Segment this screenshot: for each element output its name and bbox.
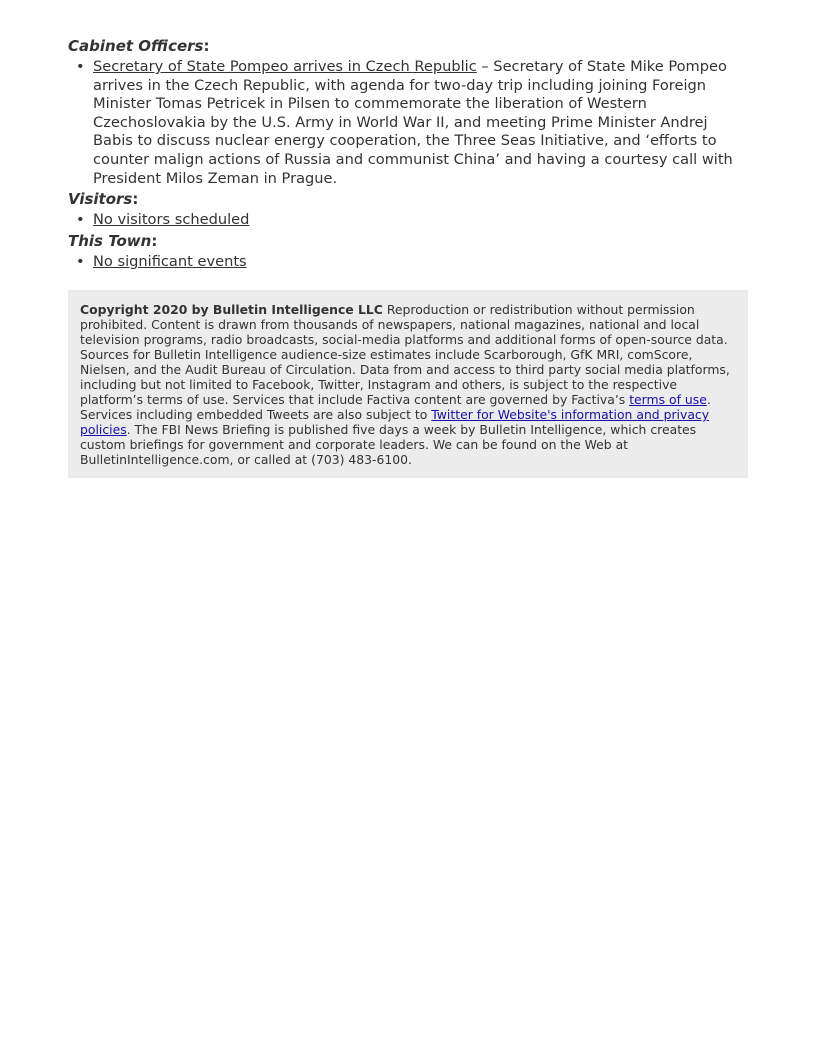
section-heading: [68, 232, 748, 251]
section-title: Cabinet Officers: [68, 37, 204, 55]
list-item: [76, 58, 748, 188]
section-cabinet-officers: [68, 37, 748, 188]
list-item: [76, 211, 748, 230]
section-heading: [68, 190, 748, 209]
item-link[interactable]: No significant events: [93, 252, 247, 270]
section-heading: [68, 37, 748, 56]
section-this-town: [68, 232, 748, 272]
copyright-notice: Copyright 2020 by Bulletin Intelligence LLC: [80, 302, 383, 318]
section-colon: :: [132, 190, 139, 209]
terms-of-use-link[interactable]: terms of use: [629, 392, 707, 408]
item-link[interactable]: Secretary of State Pompeo arrives in Czech Republic: [93, 58, 477, 75]
section-title: Visitors: [68, 190, 133, 209]
list-item: [76, 252, 748, 272]
item-list: [68, 253, 748, 272]
item-text: – Secretary of State Mike Pompeo arrives in the Czech Republic, with agenda for two-day trip including joining Foreign Minister Tomas Petricek in Pilsen to commemorate the liberation of Western Czechoslovakia by the U.S. Army in World War II, and meeting Prime Minister Andrej Babis to discuss nuclear energy cooperation, the Three Seas Initiative, and ‘efforts to counter malign actions of Russia and communist China’ and having a courtesy call with President Milos Zeman in Prague.: [93, 58, 733, 187]
bullet-icon: •: [76, 252, 85, 270]
section-title: This Town: [68, 231, 152, 250]
section-visitors: [68, 190, 748, 230]
copyright-footer: [68, 290, 748, 478]
footer-text: Reproduction or redistribution without permission prohibited. Content is drawn from thousands of newspapers, national magazines, national and local television programs, radio broadcasts, social-media platforms and additional forms of open-source data. Sources for Bulletin Intelligence audience-size estimates include Scarborough, GfK MRI, comScore, Nielsen, and the Audit Bureau of Circulation. Data from and access to third party social media platforms, including but not limited to Facebook, Twitter, Instagram and others, is subject to the respective platform’s terms of use. Services that include Factiva content are governed by Factiva’s: [80, 302, 730, 408]
section-colon: :: [151, 231, 158, 250]
page: [0, 0, 816, 478]
bullet-icon: •: [76, 211, 85, 229]
section-colon: :: [203, 37, 210, 55]
twitter-privacy-link[interactable]: Twitter for Website's information and privacy policies: [80, 407, 710, 438]
bullet-icon: •: [76, 58, 85, 75]
item-list: [68, 58, 748, 188]
footer-text: . Services including embedded Tweets are also subject to: [80, 392, 711, 423]
footer-text: . The FBI News Briefing is published five days a week by Bulletin Intelligence, which creates custom briefings for government and corporate leaders. We can be found on the Web at BulletinIntelligence.com, or called at (703) 483-6100.: [80, 422, 697, 468]
item-link[interactable]: No visitors scheduled: [93, 211, 250, 229]
item-list: [68, 211, 748, 230]
